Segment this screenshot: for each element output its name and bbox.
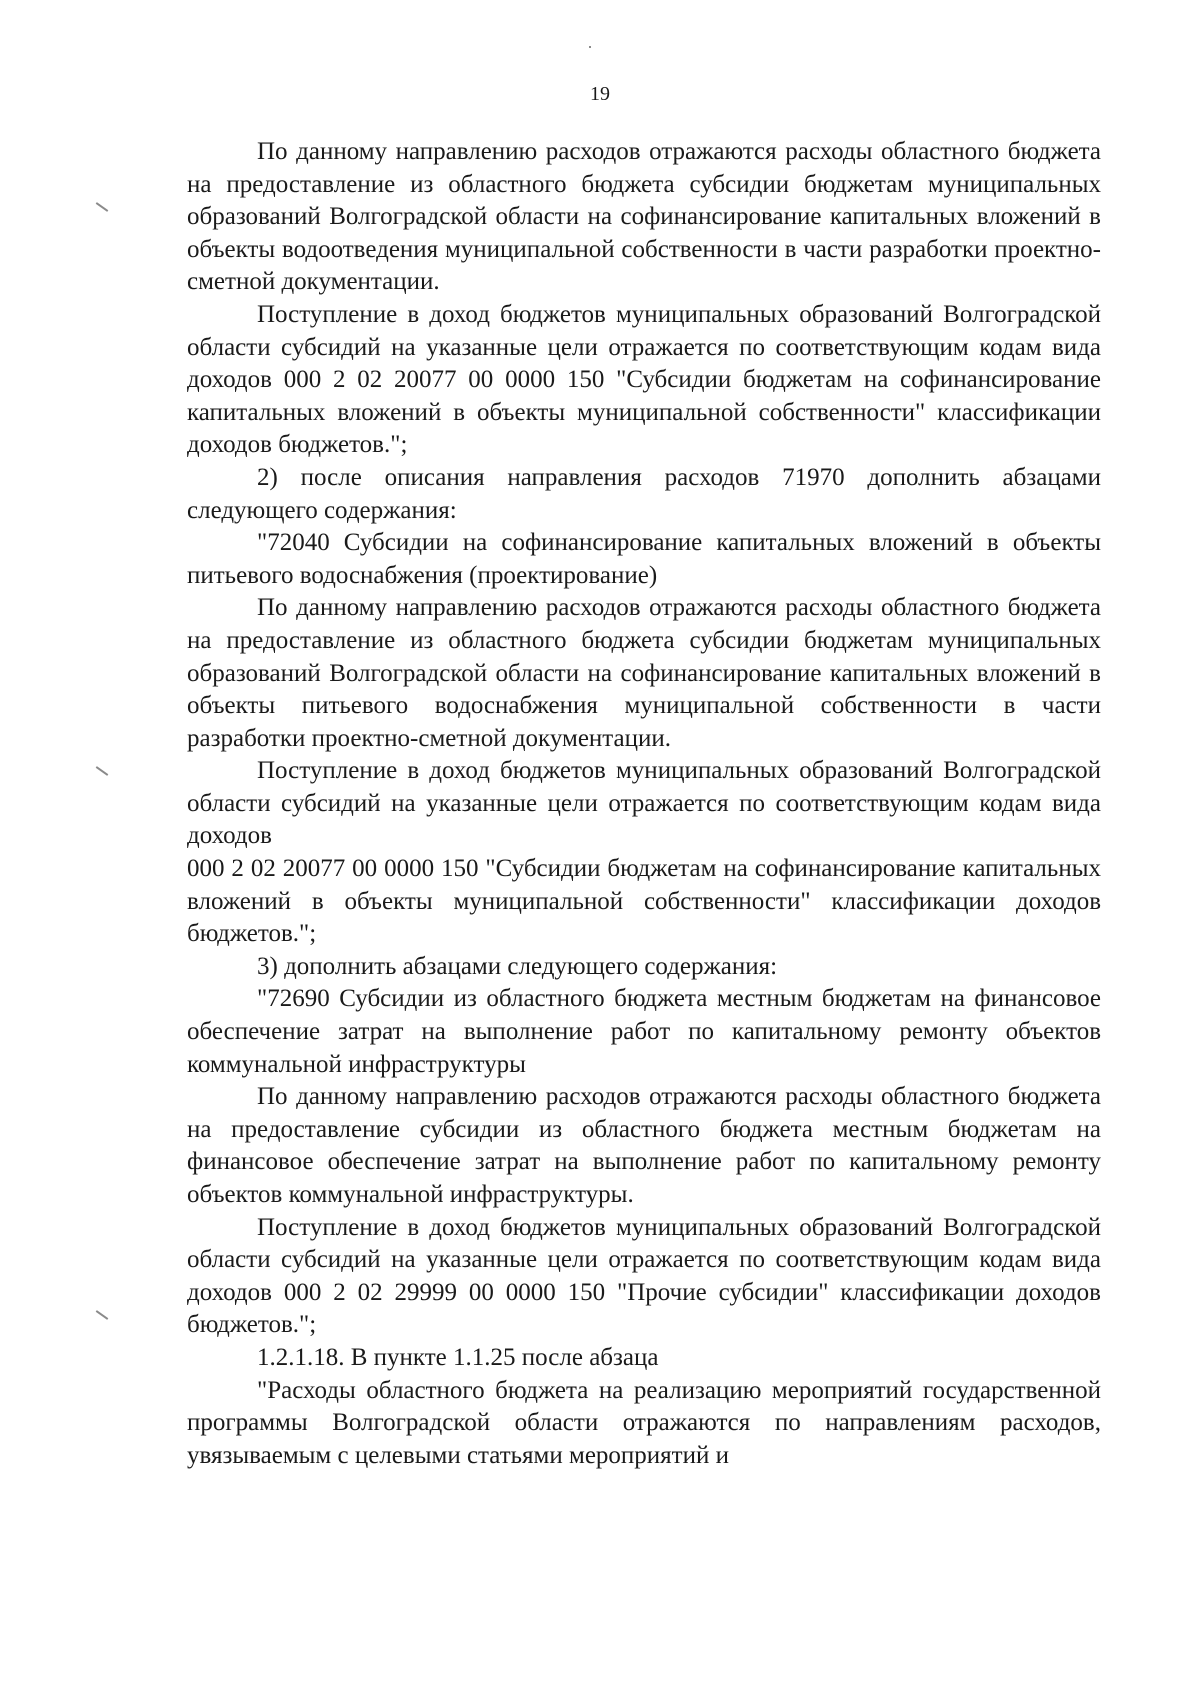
paragraph: 1.2.1.18. В пункте 1.1.25 после абзаца — [257, 1343, 659, 1371]
scan-speck — [589, 46, 591, 48]
paragraph: "72690 Субсидии из областного бюджета местным бюджетам на финансовое обеспечение затрат на выполнение работ по капитальному ремонту объектов коммунальной инфраструктуры — [187, 985, 1101, 1078]
paragraph: 000 2 02 20077 00 0000 150 "Субсидии бюджетам на софинансирование капитальных вложений в объекты муниципальной собственности" классификации доходов бюджетов."; — [187, 855, 1101, 948]
paragraph: 3) дополнить абзацами следующего содержания: — [257, 952, 778, 980]
paragraph: Поступление в доход бюджетов муниципальных образований Волгоградской области субсидий на указанные цели отражается по соответствующим кодам вида доходов 000 2 02 20077 00 0000 150 "Субсидии бюджетам на софинансирование капитальных вложений в объекты муниципальной собственности" классификации доходов бюджетов."; — [187, 300, 1101, 459]
paragraph: По данному направлению расходов отражаются расходы областного бюджета на предоставление из областного бюджета субсидии бюджетам муниципальных образований Волгоградской области на софинансирование капитальных вложений в объекты питьевого водоснабжения муниципальной собственности в части разработки проектно-сметной документации. — [187, 594, 1101, 752]
paragraph: 2) после описания направления расходов 71970 дополнить абзацами следующего содержания: — [187, 463, 1101, 524]
page-number: 19 — [590, 83, 610, 105]
document-body — [187, 136, 1101, 1472]
scan-mark — [96, 766, 109, 776]
paragraph: Поступление в доход бюджетов муниципальных образований Волгоградской области субсидий на указанные цели отражается по соответствующим кодам вида доходов — [187, 757, 1101, 850]
scan-mark — [96, 202, 109, 212]
paragraph: По данному направлению расходов отражаются расходы областного бюджета на предоставление субсидии из областного бюджета местным бюджетам на финансовое обеспечение затрат на выполнение работ по капитальному ремонту объектов коммунальной инфраструктуры. — [187, 1083, 1101, 1208]
paragraph: "Расходы областного бюджета на реализацию мероприятий государственной программы Волгоградской области отражаются по направлениям расходов, увязываемым с целевыми статьями мероприятий и — [187, 1376, 1101, 1469]
paragraph: Поступление в доход бюджетов муниципальных образований Волгоградской области субсидий на указанные цели отражается по соответствующим кодам вида доходов 000 2 02 29999 00 0000 150 "Прочие субсидии" классификации доходов бюджетов."; — [187, 1213, 1101, 1339]
scan-mark — [96, 1310, 109, 1320]
paragraph: "72040 Субсидии на софинансирование капитальных вложений в объекты питьевого водоснабжения (проектирование) — [187, 529, 1101, 589]
paragraph: По данному направлению расходов отражаются расходы областного бюджета на предоставление из областного бюджета субсидии бюджетам муниципальных образований Волгоградской области на софинансирование капитальных вложений в объекты водоотведения муниципальной собственности в части разработки проектно-сметной документации. — [187, 138, 1101, 296]
